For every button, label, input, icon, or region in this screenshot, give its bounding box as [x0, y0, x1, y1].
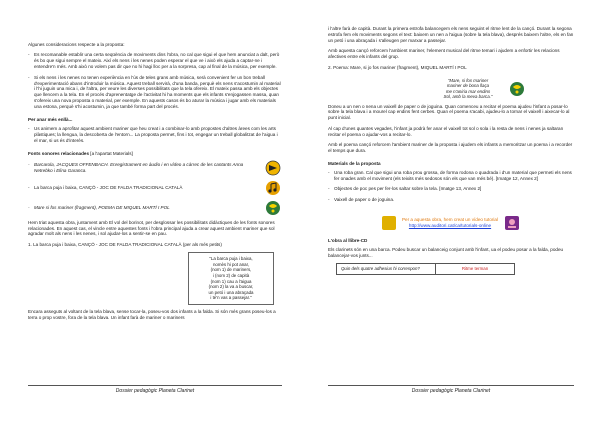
poem-line: i (nom 2) de capità	[212, 273, 250, 278]
page-footer: Dossier pedagògic Planeta Clarinet	[328, 385, 574, 395]
item-2-title: 2. Poema: Mare, si jo fos mariner (fragment), MIQUEL MARTÍ I POL	[328, 64, 467, 70]
more-title: Per anar més enllà...	[28, 117, 73, 123]
poem-lines	[428, 78, 508, 100]
poem-line: (nom 1) de mariners,	[210, 267, 252, 273]
poem-line: (nom 2) la va a buscar,	[208, 284, 254, 290]
book-title: L'obra al llibre-CD	[328, 237, 368, 243]
sticker-answer: Ritme terman	[436, 264, 515, 275]
right-page	[300, 0, 600, 424]
intro-text: Algunes consideracions respecte a la proposta:	[28, 42, 125, 47]
source-text: - La barca puja i baixa, CANÇÓ - JOC DE FALDA TRADICIONAL CATALÀ	[28, 185, 258, 191]
tutorial-links	[328, 215, 574, 231]
final-text: Hem triat aquesta obra, juntament amb El vol del borinot, per desglossar les possibilitats didàctiques de les fonts sonores relacionades. En aquest cas, el vincle entre aquestes fonts i l'obra principal ajuda a crear aquest ambient mariner que sol agradar molt als nens i les nenes, i sol ajudar-los a sentir-se en pau.	[28, 219, 275, 237]
material-item: - Una roba gran. Cal que sigui una roba prou grossa, de forma rodona o quadrada i d'un material que permeti els nens fer onades amb el moviment (els teixits més sedosos són els que van més bé). [Imatge 12, Annex 2]	[328, 170, 574, 182]
item-1-title: 1. La barca puja i baixa, CANÇÓ - JOC DE FALDA TRADICIONAL CATALÀ (per als més petits)	[28, 241, 222, 247]
source-item	[28, 200, 282, 216]
song-icon	[264, 180, 282, 196]
audio-video-icon	[264, 160, 282, 176]
after-poem-text: Encara asseguts al voltant de la tela blava, sense tocar-la, poseu-vos dos infants a la falda. Si són més grans poseu-los a terra o prop vostre, fora de la tela blava. Un infant farà de mariner o mariners	[28, 308, 276, 320]
consideration-item: - Es recomanable establir una certa seqüència de moviments dins l'obra, no cal que sigui el que hem anunciat a dalt, però és bo que sigui sempre el mateix. Així els nens i les nenes poden esperar el que ve i això els ajuda a captar-ne i entendre'n més. Amb això no volem pas dir que no hi hagi lloc per a la sorpresa, cap al final de la música, per exemple.	[28, 52, 282, 70]
poem-line: un petó i una abraçada	[208, 289, 254, 295]
tutorial-link-url[interactable]: http://www.auditori.cat/ca/tutorials-online	[408, 222, 492, 228]
poem-reinforce-text: Amb el poema cançó reforcem l'ambient mariner de la proposta i ajudem els infants a memoritzar un poema i a recorder el temps que dura.	[328, 142, 573, 153]
material-last-row	[328, 197, 574, 207]
source-item	[28, 160, 282, 176]
poem-line: Sol, amb la meva barca."	[443, 94, 493, 100]
sources-title: Fonts sonores relacionades [a l'apartat Materials]	[28, 150, 133, 156]
poem-box	[188, 252, 274, 305]
repeat-text: Al cap d'unes quantes vegades, l'infant ja podrà fer anar el vaixell tot sol o sola i la resta de nens i nenes ja saltaran recitar el poema o ajudar-vos a recitar-lo.	[328, 125, 564, 137]
poem-line: mariner de bona llaça	[446, 83, 490, 89]
consideration-item: - Si els nens i les nenes no tenen experiència en l'ús de teles grans amb música, serà convenient fer un bon treball d'experimentació abans d'introduir la música. Aquest treball servirà, d'una banda, perquè els nens s'acostumin al material i l'hi juguin una mica i, de l'altra, per veure les diverses possibilitats que la tela ofereix. El mateix passa amb els objectes que llencem a la tela. En el procés d'aprenentatge de l'activitat hi ha moments que els infants s'enjogassen massa, quan s'ofereix una nova proposta o material, per exemple. En aquests casos és bo aturar la música i jugar amb els materials una estona, perquè s'hi acostumin, ja que també forma part del procés.	[28, 75, 282, 110]
video-tutorial-icon	[504, 215, 520, 231]
source-text: - Barcarola, JACQUES OFFENBACH. Enregistrament en àudio i en vídeo a càrrec de les cantants Anna Netrebko i Elina Garanca.	[28, 162, 258, 174]
reinforce-text: Amb aquesta cançó reforcem l'ambient mariner, l'element musical del ritme temari i ajudem a enfortir les relacions afectives entre els infants del grup.	[328, 48, 560, 60]
sticker-table	[336, 263, 515, 275]
material-item: - Vaixell de paper o de joguina.	[328, 197, 394, 203]
source-item	[28, 180, 282, 196]
materials-title: Materials de la proposta	[328, 160, 381, 166]
poem-line: "Mare, si fos mariner	[447, 77, 489, 83]
sticker-question: Quin dels quatre adhesius hi correspon?	[337, 264, 436, 275]
material-item: - Objectes de poc pes per fer-los saltar sobre la tela. [Imatge 13, Annex 2]	[328, 186, 574, 192]
poem-line: "La barca puja i baixa,	[209, 256, 253, 262]
tutorial-link-text[interactable]: Per a aquesta obra, hem creat un vídeo tutorial	[401, 217, 499, 223]
poem-block	[328, 75, 574, 104]
poem-icon	[508, 81, 526, 97]
poem-line: (nom 1) cau a l'aigua	[210, 278, 252, 284]
poem-line: i té'n vas a passejar."	[210, 295, 252, 301]
continued-text: i l'altre farà de capità. Durant la primera estrofa balancegem els nens seguint el ritme lent de la cançó. Durant la segona estrofa fem els moviments segons el text: baixem un nen a l'aigua (sobre la tela blava), després baixem l'altre, els en fan un petó i una abraçada i s'alleugen per marxar a passejar.	[328, 26, 574, 43]
more-text: - Us animem a aprofitar aquest ambient mariner que heu creat i a combinar-lo amb propostes d'altres àrees com les arts plàstiques; la llengua, la descoberta de l'entorn... La proposta permet, fins i tot, engegar un treball globalitzat de l'aigua i el mar, si us és d'interès.	[28, 126, 282, 144]
instructions-text: Doneu a un nen o nena un vaixell de paper o de joguina. Quan comenceu a recitar el poema ajudeu l'infant a posar-lo sobre la tela blava i a mourel cap endins fent cerbes. Quan el poema s'acabi, ajudeu-lo a tornar el vaixell i aixecar-lo al punt inicial.	[328, 103, 570, 121]
tutorial-icon-left	[382, 216, 396, 230]
source-text: - Mare si fos mariner (fragment), POEMA DE MIQUEL MARTÍ I POL	[28, 205, 258, 211]
page-footer: Dossier pedagògic Planeta Clarinet	[28, 385, 282, 395]
poem-line: me n'aniria mar endins	[445, 88, 491, 94]
book-text: Els clarinets són en una barca. Podeu buscar un balanceig conjunt amb l'infant, ua el podeu posar a la falda, podeu balancejar-vos junts...	[328, 246, 564, 258]
poem-icon	[264, 200, 282, 216]
poem-line: nomès hi pot anar,	[212, 261, 250, 267]
